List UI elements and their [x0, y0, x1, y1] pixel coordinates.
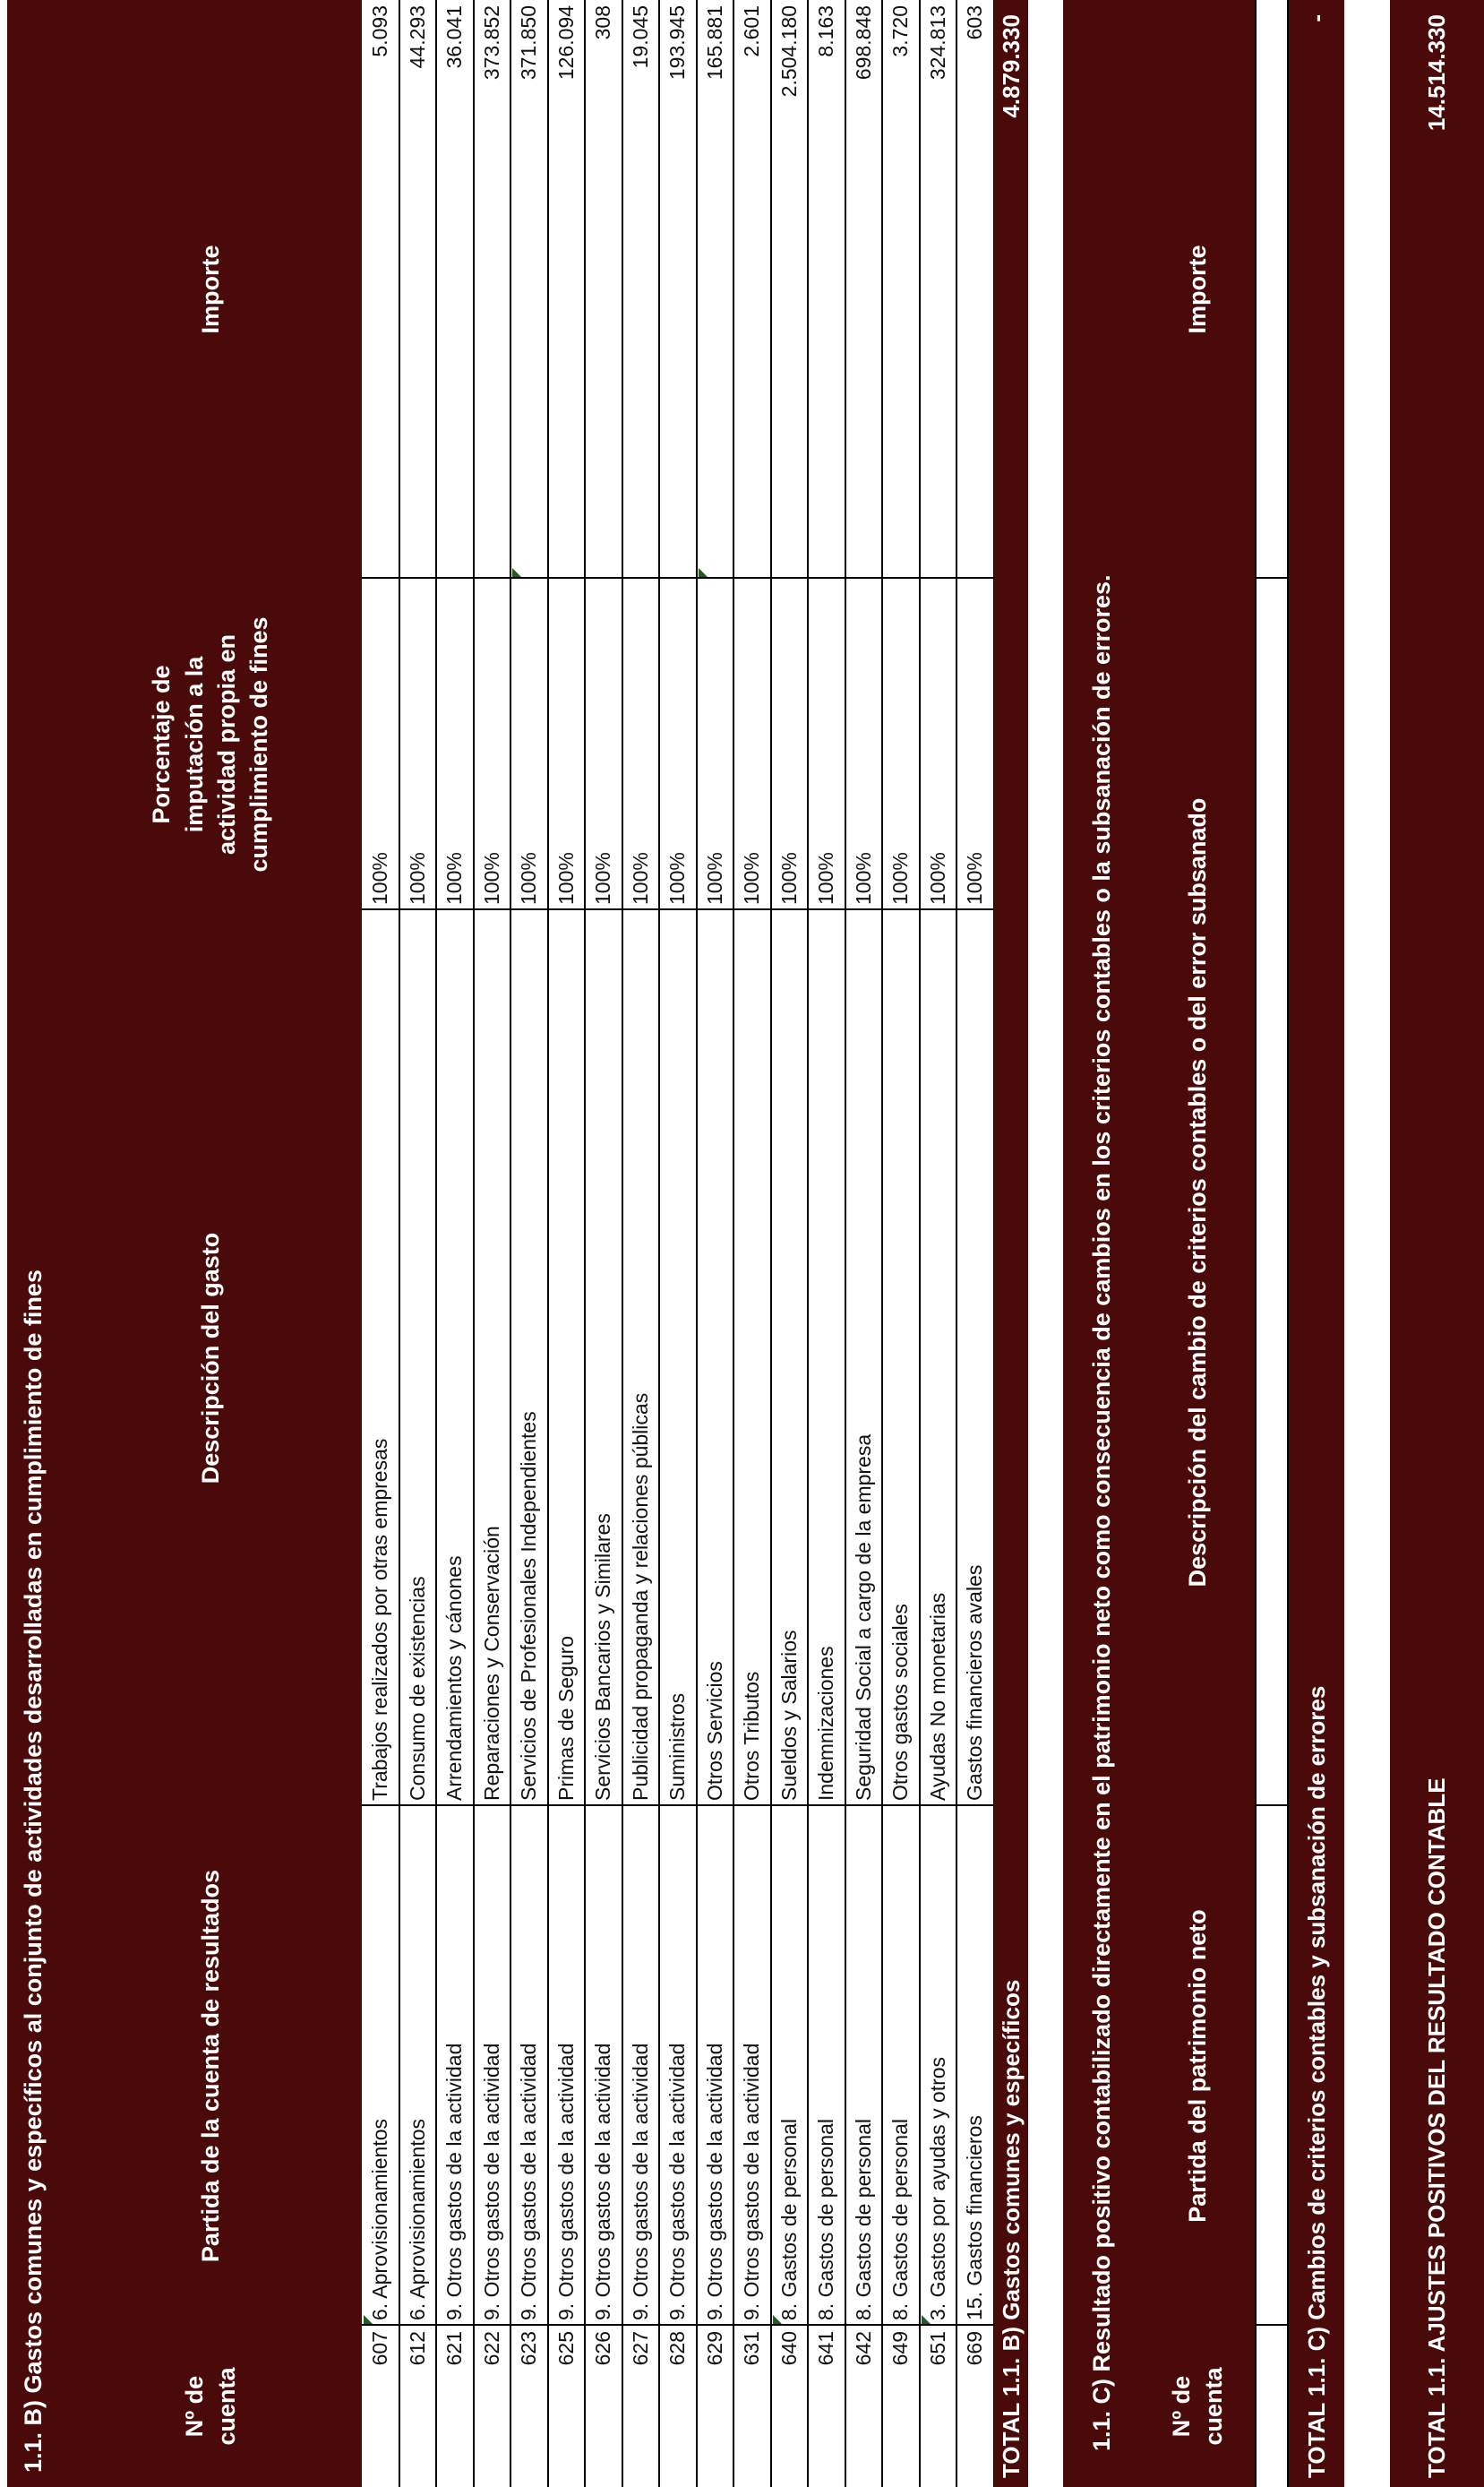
cell-porcentaje: 100% [553, 852, 578, 905]
cell-comment-marker [922, 2315, 931, 2324]
cell-descripcion: Publicidad propaganda y relaciones públicas [628, 1392, 652, 1801]
section-c-title: 1.1. C) Resultado positivo contabilizado directamente en el patrimonio neto como consecuencia de cambios en los criterios contables o la subsanación de errores. [1087, 574, 1115, 2451]
rule [1255, 0, 1257, 2487]
cell-importe: 373.852 [479, 5, 503, 81]
cell-partida: 9. Otros gastos de la actividad [517, 2043, 541, 2320]
cell-cuenta: 612 [405, 2331, 429, 2366]
section-c-total-label: TOTAL 1.1. C) Cambios de criterios contables y subsanación de errores [1302, 1685, 1330, 2478]
cell-porcentaje: 100% [665, 852, 690, 905]
header-c-importe: Importe [1183, 245, 1211, 334]
header-porcentaje: Porcentaje de imputación a la actividad propia en cumplimiento de fines [148, 616, 273, 873]
column-divider [362, 908, 994, 910]
cell-descripcion: Ayudas No monetarias [925, 1592, 949, 1801]
cell-partida: 9. Otros gastos de la actividad [479, 2043, 503, 2320]
cell-descripcion: Servicios Bancarios y Similares [591, 1513, 615, 1801]
cell-porcentaje: 100% [702, 852, 726, 905]
cell-cuenta: 607 [368, 2331, 392, 2366]
cell-importe: 698.848 [851, 5, 875, 81]
section-b-title-band [7, 0, 59, 2487]
rule [1255, 1804, 1289, 1806]
cell-partida: 9. Otros gastos de la actividad [702, 2043, 726, 2320]
rule [1255, 2324, 1289, 2326]
cell-partida: 3. Gastos por ayudas y otros [925, 2056, 949, 2320]
cell-porcentaje: 100% [963, 852, 987, 905]
cell-partida: 8. Gastos de personal [814, 2118, 838, 2320]
cell-importe: 44.293 [405, 5, 429, 69]
cell-porcentaje: 100% [479, 852, 503, 905]
cell-porcentaje: 100% [888, 852, 913, 905]
cell-porcentaje: 100% [591, 852, 615, 905]
cell-cuenta: 627 [628, 2331, 652, 2366]
cell-cuenta: 621 [442, 2331, 467, 2366]
cell-descripcion: Indemnizaciones [814, 1646, 838, 1801]
cell-cuenta: 629 [702, 2331, 726, 2366]
header-c-cuenta: Nº de cuenta [1167, 2367, 1227, 2446]
cell-descripcion: Servicios de Profesionales Independientes [517, 1411, 541, 1801]
cell-cuenta: 625 [553, 2331, 578, 2366]
cell-comment-marker [512, 568, 521, 577]
section-b-title: 1.1. B) Gastos comunes y específicos al conjunto de actividades desarrolladas en cumplimiento de fines [19, 1269, 47, 2473]
cell-importe: 126.094 [553, 5, 578, 81]
header-importe: Importe [196, 245, 224, 334]
cell-descripcion: Otros Servicios [702, 1661, 726, 1801]
cell-descripcion: Gastos financieros avales [963, 1564, 987, 1801]
cell-porcentaje: 100% [851, 852, 875, 905]
section-c-total-value: - [1302, 14, 1330, 22]
cell-descripcion: Otros Tributos [740, 1671, 764, 1801]
cell-descripcion: Otros gastos sociales [888, 1604, 913, 1801]
cell-partida: 15. Gastos financieros [963, 2115, 987, 2320]
cell-descripcion: Trabajos realizados por otras empresas [368, 1438, 392, 1801]
column-divider [362, 1804, 994, 1806]
cell-porcentaje: 100% [776, 852, 801, 905]
cell-partida: 9. Otros gastos de la actividad [628, 2043, 652, 2320]
cell-descripcion: Consumo de existencias [405, 1576, 429, 1801]
cell-importe: 603 [963, 5, 987, 40]
cell-porcentaje: 100% [628, 852, 652, 905]
cell-cuenta: 642 [851, 2331, 875, 2366]
cell-partida: 6. Aprovisionamientos [368, 2118, 392, 2320]
cell-comment-marker [364, 2315, 373, 2324]
cell-partida: 8. Gastos de personal [776, 2118, 801, 2320]
cell-partida: 9. Otros gastos de la actividad [553, 2043, 578, 2320]
header-descripcion: Descripción del gasto [196, 1232, 224, 1484]
cell-comment-marker [699, 568, 708, 577]
section-b-total-label: TOTAL 1.1. B) Gastos comunes y específicos [997, 1979, 1025, 2478]
cell-cuenta: 622 [479, 2331, 503, 2366]
cell-importe: 8.163 [814, 5, 838, 57]
header-c-descripcion: Descripción del cambio de criterios contables o del error subsanado [1183, 797, 1211, 1588]
cell-partida: 8. Gastos de personal [851, 2118, 875, 2320]
cell-importe: 3.720 [888, 5, 913, 57]
cell-porcentaje: 100% [405, 852, 429, 905]
cell-porcentaje: 100% [517, 852, 541, 905]
cell-porcentaje: 100% [925, 852, 949, 905]
cell-descripcion: Primas de Seguro [553, 1635, 578, 1801]
cell-descripcion: Arrendamientos y cánones [442, 1555, 467, 1801]
cell-porcentaje: 100% [740, 852, 764, 905]
section-c-title-band [1063, 0, 1140, 2487]
cell-cuenta: 626 [591, 2331, 615, 2366]
grand-total-value: 14.514.330 [1423, 14, 1450, 132]
cell-cuenta: 649 [888, 2331, 913, 2366]
header-c-partida: Partida del patrimonio neto [1183, 1909, 1211, 2223]
cell-porcentaje: 100% [814, 852, 838, 905]
cell-importe: 19.045 [628, 5, 652, 69]
cell-cuenta: 641 [814, 2331, 838, 2366]
cell-cuenta: 669 [963, 2331, 987, 2366]
cell-comment-marker [773, 2315, 782, 2324]
cell-cuenta: 623 [517, 2331, 541, 2366]
cell-partida: 9. Otros gastos de la actividad [665, 2043, 690, 2320]
cell-importe: 2.504.180 [776, 5, 801, 98]
column-divider [362, 577, 994, 579]
cell-importe: 193.945 [665, 5, 690, 81]
cell-importe: 36.041 [442, 5, 467, 69]
cell-importe: 308 [591, 5, 615, 40]
cell-importe: 371.850 [517, 5, 541, 81]
cell-partida: 6. Aprovisionamientos [405, 2118, 429, 2320]
cell-descripcion: Suministros [665, 1692, 690, 1801]
cell-partida: 9. Otros gastos de la actividad [740, 2043, 764, 2320]
cell-porcentaje: 100% [368, 852, 392, 905]
cell-cuenta: 628 [665, 2331, 690, 2366]
section-b-total-value: 4.879.330 [997, 14, 1025, 118]
column-divider [362, 2324, 994, 2326]
cell-partida: 9. Otros gastos de la actividad [442, 2043, 467, 2320]
cell-importe: 324.813 [925, 5, 949, 81]
cell-cuenta: 631 [740, 2331, 764, 2366]
cell-importe: 165.881 [702, 5, 726, 81]
header-cuenta: Nº de cuenta [180, 2367, 240, 2446]
header-partida: Partida de la cuenta de resultados [196, 1869, 224, 2263]
cell-cuenta: 640 [776, 2331, 801, 2366]
cell-descripcion: Reparaciones y Conservación [479, 1526, 503, 1801]
cell-descripcion: Sueldos y Salarios [776, 1630, 801, 1801]
cell-importe: 2.601 [740, 5, 764, 57]
cell-cuenta: 651 [925, 2331, 949, 2366]
grand-total-label: TOTAL 1.1. AJUSTES POSITIVOS DEL RESULTADO CONTABLE [1423, 1777, 1450, 2478]
cell-importe: 5.093 [368, 5, 392, 57]
cell-descripcion: Seguridad Social a cargo de la empresa [851, 1433, 875, 1801]
cell-partida: 8. Gastos de personal [888, 2118, 913, 2320]
cell-partida: 9. Otros gastos de la actividad [591, 2043, 615, 2320]
rule [1255, 577, 1289, 579]
section-c-empty-row [1255, 0, 1289, 2487]
cell-porcentaje: 100% [442, 852, 467, 905]
